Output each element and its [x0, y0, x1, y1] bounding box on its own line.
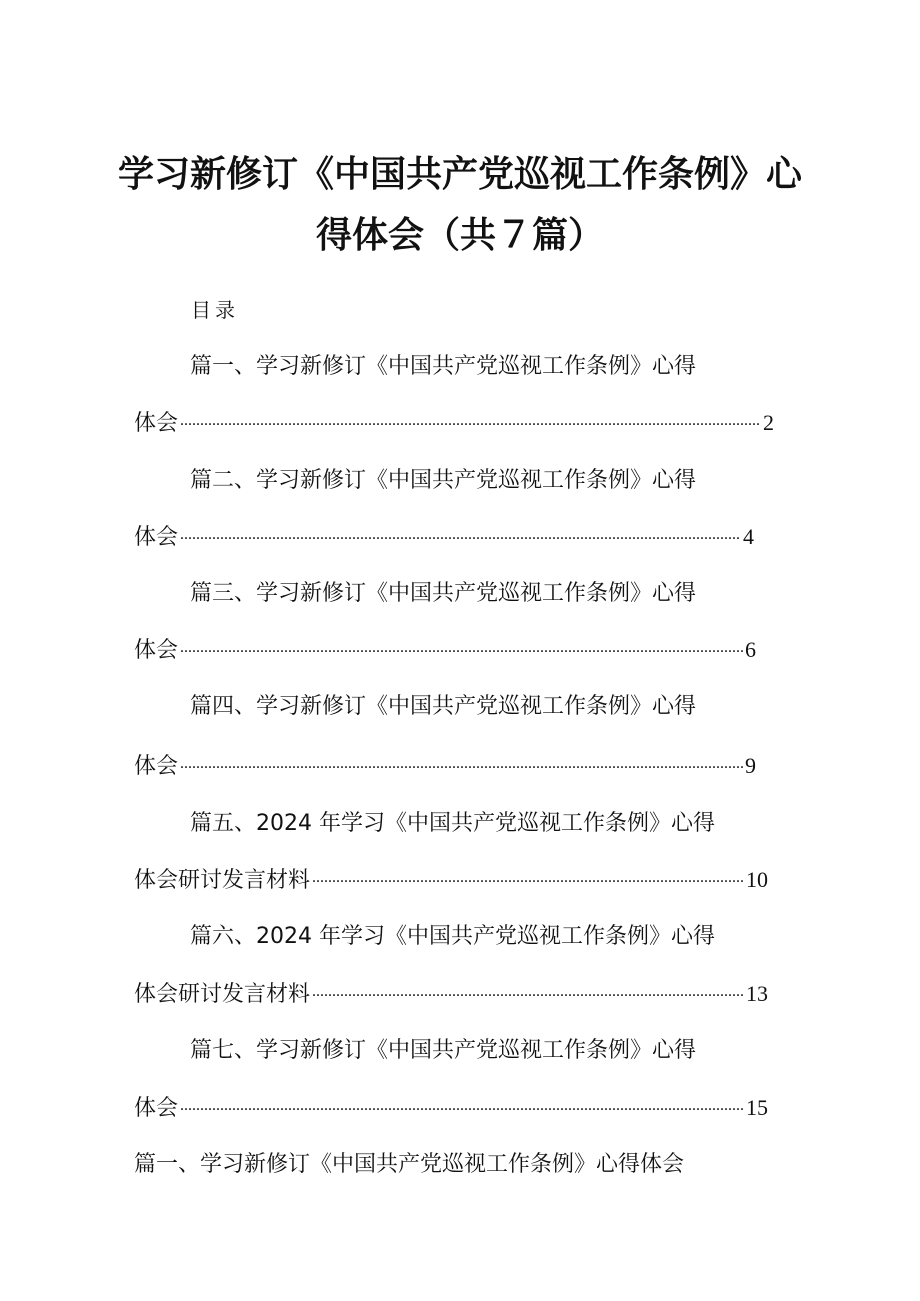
toc-page-number: 13: [746, 981, 768, 1006]
toc-entry-title[interactable]: 篇一、学习新修订《中国共产党巡视工作条例》心得: [190, 354, 697, 379]
toc-dot-leader: [312, 865, 744, 887]
toc-entry-title-cont: 体会研讨发言材料: [134, 868, 311, 893]
toc-page-number: 2: [763, 410, 774, 435]
toc-dot-leader: [180, 1093, 744, 1115]
toc-entry-continuation[interactable]: [134, 406, 774, 437]
toc-entry-title[interactable]: 篇七、学习新修订《中国共产党巡视工作条例》心得: [190, 1038, 697, 1063]
document-title-line-2: 得体会（共７篇）: [315, 215, 604, 256]
toc-page-number: 4: [743, 524, 754, 549]
toc-entry-title[interactable]: 篇二、学习新修订《中国共产党巡视工作条例》心得: [190, 468, 697, 493]
toc-entry-title-cont: 体会: [134, 525, 179, 550]
toc-entry-continuation[interactable]: [134, 1091, 768, 1122]
toc-dot-leader: [180, 751, 743, 773]
toc-entry-title-cont: 体会: [134, 638, 179, 663]
section-heading: 篇一、学习新修订《中国共产党巡视工作条例》心得体会: [134, 1152, 685, 1177]
toc-entry-title-cont: 体会: [134, 411, 179, 436]
document-title-line-1: 学习新修订《中国共产党巡视工作条例》心: [117, 154, 802, 195]
toc-entry-title[interactable]: 篇四、学习新修订《中国共产党巡视工作条例》心得: [190, 694, 697, 719]
toc-dot-leader: [180, 408, 761, 430]
toc-entry-continuation[interactable]: [134, 749, 756, 780]
toc-dot-leader: [312, 979, 744, 1001]
toc-entry-title[interactable]: 篇六、2024 年学习《中国共产党巡视工作条例》心得: [190, 924, 715, 949]
toc-page-number: 9: [745, 753, 756, 778]
toc-entry-title[interactable]: 篇五、2024 年学习《中国共产党巡视工作条例》心得: [190, 811, 715, 836]
toc-dot-leader: [180, 522, 741, 544]
toc-entry-continuation[interactable]: [134, 520, 754, 551]
toc-entry-continuation[interactable]: [134, 633, 756, 664]
toc-page-number: 15: [746, 1095, 768, 1120]
toc-dot-leader: [180, 635, 743, 657]
toc-entry-continuation[interactable]: [134, 977, 768, 1008]
toc-page-number: 6: [745, 637, 756, 662]
toc-entry-title-cont: 体会: [134, 754, 179, 779]
toc-heading: 目录: [191, 298, 239, 322]
toc-entry-title-cont: 体会研讨发言材料: [134, 982, 311, 1007]
toc-page-number: 10: [746, 867, 768, 892]
toc-entry-title[interactable]: 篇三、学习新修订《中国共产党巡视工作条例》心得: [190, 581, 697, 606]
toc-entry-continuation[interactable]: [134, 863, 768, 894]
toc-entry-title-cont: 体会: [134, 1096, 179, 1121]
